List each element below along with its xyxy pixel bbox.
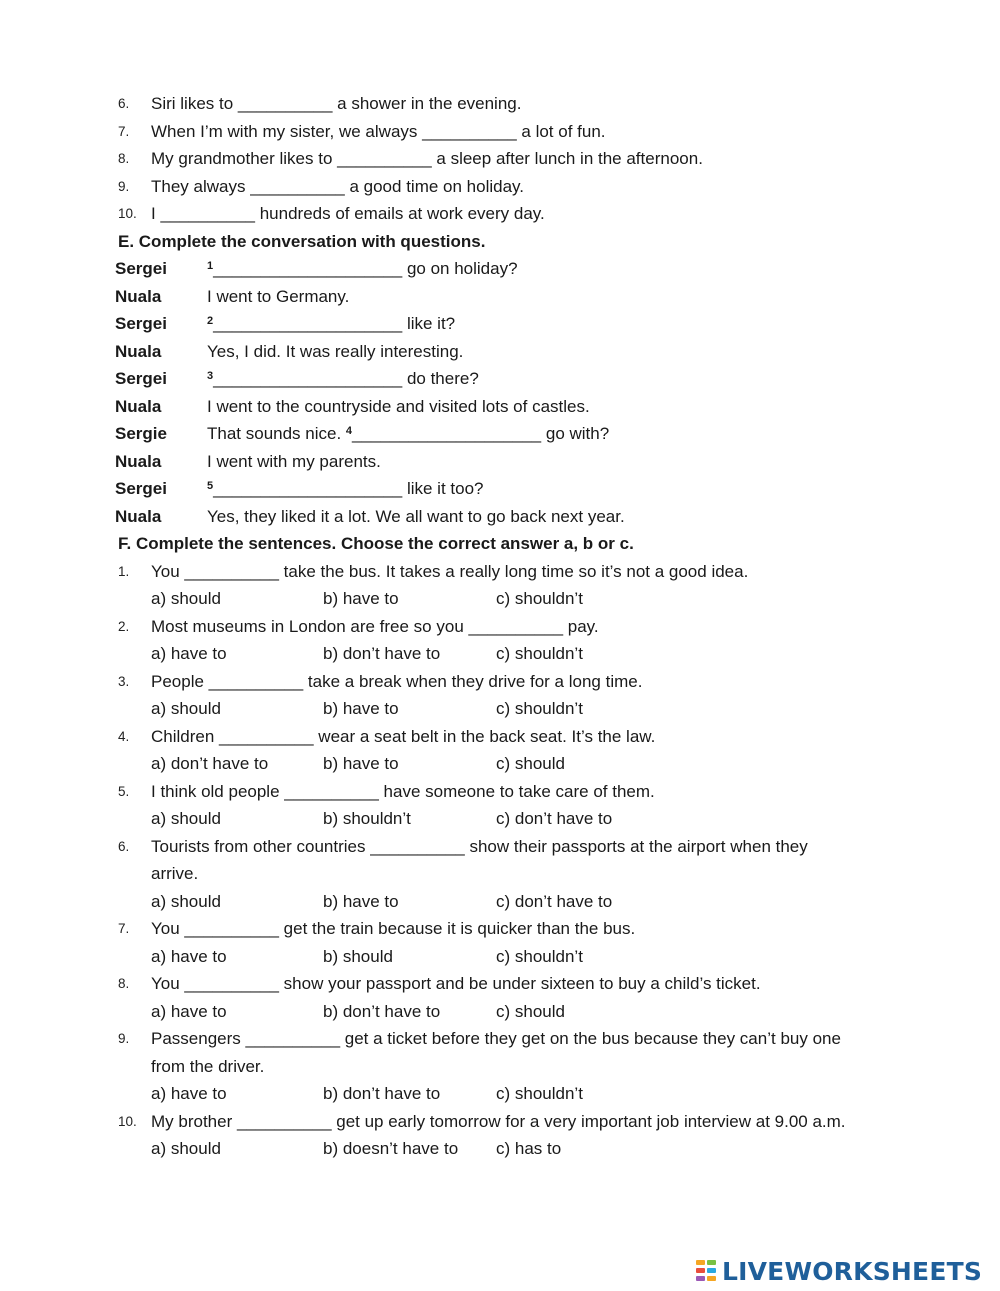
question-number: 9. [118,1031,130,1046]
answer-option[interactable]: c) don’t have to [496,809,613,828]
question-text: You __________ show your passport and be under sixteen to buy a child’s ticket. [151,974,761,993]
blank-number: 5 [207,480,214,492]
item-text: I __________ hundreds of emails at work every day. [151,204,545,223]
item-number: 7. [118,124,130,139]
answer-option[interactable]: c) shouldn’t [496,589,583,608]
speech-prefix: That sounds nice. [207,424,346,443]
speaker-name: Nuala [115,342,162,361]
answer-option[interactable]: c) shouldn’t [496,947,583,966]
question-text: You __________ take the bus. It takes a really long time so it’s not a good idea. [151,562,749,581]
speech-body: ____________________ go with? [352,424,610,443]
answer-option[interactable]: b) have to [323,699,399,718]
question-text: Children __________ wear a seat belt in the back seat. It’s the law. [151,727,656,746]
speech-body: ____________________ go on holiday? [213,259,518,278]
speech-text [207,365,479,392]
speech-text [207,420,609,447]
answer-option[interactable]: c) shouldn’t [496,644,583,663]
item-text: My grandmother likes to __________ a sleep after lunch in the afternoon. [151,149,703,168]
speech-body: Yes, I did. It was really interesting. [207,342,464,361]
question-number: 2. [118,619,130,634]
question-text: My brother __________ get up early tomorrow for a very important job interview at 9.00 a.m. [151,1112,846,1131]
speech-text [207,310,455,337]
answer-option[interactable]: a) should [151,809,221,828]
question-number: 3. [118,674,130,689]
speaker-name: Nuala [115,287,162,306]
speech-text [207,448,381,475]
item-text: When I’m with my sister, we always __________ a lot of fun. [151,122,606,141]
item-text: Siri likes to __________ a shower in the evening. [151,94,522,113]
question-number: 4. [118,729,130,744]
speech-body: ____________________ like it too? [213,479,484,498]
blank-number: 4 [345,425,353,437]
speech-body: Yes, they liked it a lot. We all want to go back next year. [207,507,625,526]
speech-body: I went to Germany. [207,287,350,306]
question-text: I think old people __________ have someone to take care of them. [151,782,655,801]
question-text: arrive. [151,864,199,883]
speech-text [207,338,463,365]
speech-text [207,255,518,282]
answer-option[interactable]: b) don’t have to [323,1002,441,1021]
answer-option[interactable]: b) shouldn’t [323,809,411,828]
answer-option[interactable]: a) should [151,892,221,911]
answer-option[interactable]: b) have to [323,589,399,608]
section-heading: F. Complete the sentences. Choose the correct answer a, b or c. [118,534,634,553]
answer-option[interactable]: c) shouldn’t [496,699,583,718]
speech-body: ____________________ like it? [213,314,456,333]
question-number: 8. [118,976,130,991]
question-text: Most museums in London are free so you __________ pay. [151,617,599,636]
blank-number: 1 [207,260,214,272]
answer-option[interactable]: a) have to [151,947,227,966]
question-text: Tourists from other countries __________ show their passports at the airport when they [151,837,808,856]
answer-option[interactable]: b) should [323,947,393,966]
logo-blocks-icon [696,1258,718,1284]
answer-option[interactable]: c) has to [496,1139,562,1158]
answer-option[interactable]: b) have to [323,892,399,911]
item-number: 8. [118,151,130,166]
blank-number: 2 [207,315,214,327]
item-number: 6. [118,96,130,111]
answer-option[interactable]: a) have to [151,644,227,663]
section-heading: E. Complete the conversation with questions. [118,232,486,251]
answer-option[interactable]: a) have to [151,1002,227,1021]
question-text: People __________ take a break when they drive for a long time. [151,672,643,691]
answer-option[interactable]: c) shouldn’t [496,1084,583,1103]
answer-option[interactable]: b) have to [323,754,399,773]
item-number: 9. [118,179,130,194]
speaker-name: Nuala [115,452,162,471]
answer-option[interactable]: c) should [496,1002,565,1021]
answer-option[interactable]: a) should [151,1139,221,1158]
item-number: 10. [118,206,137,221]
speaker-name: Nuala [115,507,162,526]
answer-option[interactable]: a) should [151,589,221,608]
speech-text [207,283,349,310]
question-number: 10. [118,1114,137,1129]
answer-option[interactable]: c) should [496,754,565,773]
answer-option[interactable]: a) should [151,699,221,718]
question-number: 1. [118,564,130,579]
answer-option[interactable]: a) don’t have to [151,754,269,773]
speech-text [207,475,483,502]
answer-option[interactable]: b) doesn’t have to [323,1139,459,1158]
speaker-name: Sergei [115,369,167,388]
item-text: They always __________ a good time on holiday. [151,177,524,196]
speech-text [207,393,590,420]
answer-option[interactable]: b) don’t have to [323,644,441,663]
answer-option[interactable]: c) don’t have to [496,892,613,911]
logo-text: LIVEWORKSHEETS [722,1256,983,1286]
question-number: 7. [118,921,130,936]
speech-body: I went to the countryside and visited lots of castles. [207,397,590,416]
speech-body: I went with my parents. [207,452,381,471]
speech-text [207,503,625,530]
speaker-name: Sergei [115,259,167,278]
answer-option[interactable]: b) don’t have to [323,1084,441,1103]
blank-number: 3 [207,370,214,382]
speaker-name: Nuala [115,397,162,416]
answer-option[interactable]: a) have to [151,1084,227,1103]
question-text: You __________ get the train because it is quicker than the bus. [151,919,636,938]
question-text: Passengers __________ get a ticket before they get on the bus because they can’t buy one [151,1029,841,1048]
speaker-name: Sergie [115,424,167,443]
speaker-name: Sergei [115,479,167,498]
speech-body: ____________________ do there? [213,369,479,388]
question-text: from the driver. [151,1057,265,1076]
question-number: 5. [118,784,130,799]
question-number: 6. [118,839,130,854]
liveworksheets-logo[interactable] [696,1256,982,1286]
speaker-name: Sergei [115,314,167,333]
